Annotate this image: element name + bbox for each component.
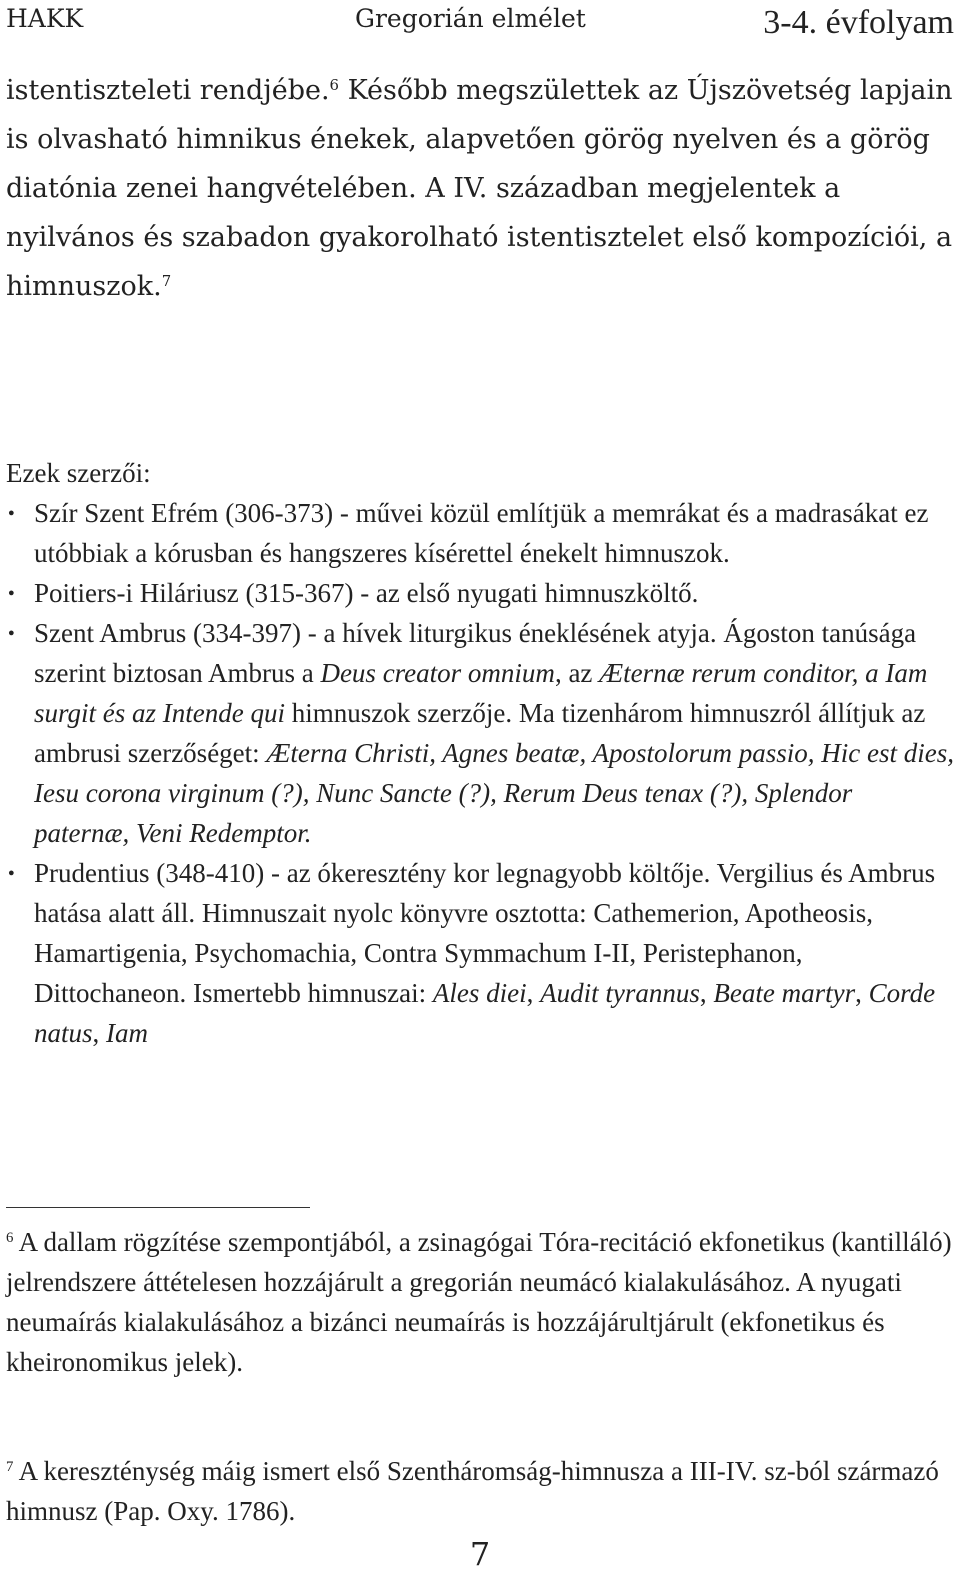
intro-text-a: istentiszteleti rendjébe. [6,75,330,106]
list-item-hilarius: ● Poitiers-i Hiláriusz (315-367) - az első nyugati himnuszköltő. [6,573,954,613]
footnote-7 [6,1451,954,1531]
footnote-ref-7[interactable]: 7 [161,272,172,291]
intro-paragraph [6,66,954,311]
footnote-7-mark: 7 [6,1459,14,1476]
authors-title: Ezek szerzői: [6,458,151,488]
list-item-efrem: ● Szír Szent Efrém (306-373) - művei közül említjük a memrákat és a madrasákat ez utóbbiak a kórusban és hangszeres kísérettel énekelt himnuszok. [6,493,954,573]
page-header [0,0,960,50]
header-grade: 3-4. évfolyam [763,4,954,41]
header-title: Gregorián elmélet [355,4,586,33]
footnote-6-mark: 6 [6,1230,14,1247]
page-number: 7 [469,1535,491,1573]
header-left: HAKK [6,4,84,33]
footnote-7-text: A kereszténység máig ismert első Szentháromság-himnusza a III-IV. sz-ból származó himnusz (Pap. Oxy. 1786). [6,1456,939,1526]
list-item-prudentius: ● Prudentius (348-410) - az ókeresztény kor legnagyobb költője. Vergilius és Ambrus hatása alatt áll. Himnuszait nyolc könyvre osztotta: Cathemerion, Apotheosis, Hamartigenia, Psychomachia, Contra Symmachum I-II, Peristephanon, Dittochaneon. Ismertebb himnuszai: Ales diei, Audit tyrannus, Beate martyr, Corde natus, Iam [6,853,954,1053]
intro-text-b: Később megszülettek az Újszövetség lapjain is olvasható himnikus énekek, alapvetően görög nyelven és a görög diatónia zenei hangvételében. A IV. században megjelentek a nyilvános és szabadon gyakorolható istentisztelet első kompozíciói, a himnuszok. [6,75,953,302]
footnote-6-text: A dallam rögzítése szempontjából, a zsinagógai Tóra-recitáció ekfonetikus (kantilláló) jelrendszere áttételesen hozzájárult a gregorián neumácó kialakulásához. A nyugati neumaírás kialakulásához a bizánci neumaírás is hozzájárultjárult (ekfonetikus és kheironomikus jelek). [6,1227,952,1377]
footnote-ref-6[interactable]: 6 [329,76,339,95]
authors-list [6,493,954,1053]
footnote-divider [6,1207,310,1208]
footnote-6 [6,1222,954,1382]
list-item-ambrus: ● Szent Ambrus (334-397) - a hívek liturgikus éneklésének atyja. Ágoston tanúsága szerint biztosan Ambrus a Deus creator omnium, az Æternæ rerum conditor, a Iam surgit és az Intende qui himnuszok szerzője. Ma tizenhárom himnuszról állítjuk az ambrusi szerzőséget: Æterna Christi, Agnes beatæ, Apostolorum passio, Hic est dies, Iesu corona virginum (?), Nunc Sancte (?), Rerum Deus tenax (?), Splendor paternæ, Veni Redemptor. [6,613,954,853]
authors-section [6,453,954,1053]
